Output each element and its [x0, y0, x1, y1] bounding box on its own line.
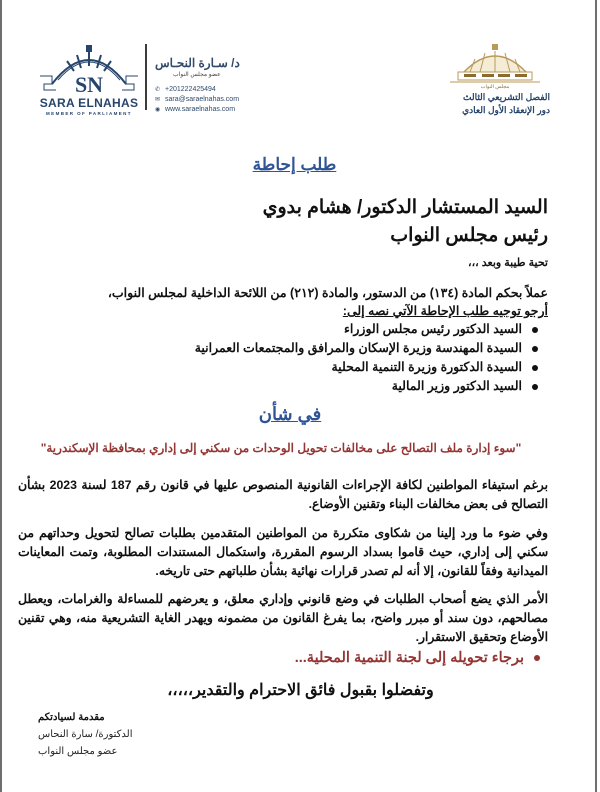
intro-request	[148, 303, 548, 318]
recipient-item	[68, 339, 548, 358]
bullet-icon	[532, 365, 538, 371]
addressee-name: السيد المستشار الدكتور/ هشام بدوي	[262, 197, 548, 218]
website-link[interactable]: www.saraelnahas.com	[165, 105, 236, 113]
recipient-text: السيد الدكتور رئيس مجلس الوزراء	[344, 322, 522, 336]
member-name: د/ سـارة النحـاس	[155, 56, 240, 70]
bullet-icon	[532, 346, 538, 352]
header-divider	[145, 44, 147, 110]
signature-name: الدكتورة/ سارة النحاس	[38, 729, 133, 740]
recipient-text: السيد الدكتور وزير المالية	[391, 379, 522, 393]
email-address[interactable]: sara@saraelnahas.com	[165, 95, 240, 103]
signature-block	[38, 712, 158, 763]
phone-number: +201222425494	[165, 85, 216, 93]
member-title: عضو مجلس النواب	[173, 72, 221, 78]
monogram: SN	[74, 72, 104, 97]
recipient-item	[68, 377, 548, 396]
body-paragraph: الأمر الذي يضع أصحاب الطلبات في وضع قانوني وإداري معلق، و يعرضهم للمساءلة والغرامات، ويعطل مصالحهم، دون سند أو مبرر واضح، بما يفرغ القانون من مضمونه ويهدر الغاية التشريعية منه، وهي تقنين الأوضاع وتحقيق الاستقرار.	[18, 592, 548, 644]
closing-line: وتفضلوا بقبول فائق الاحترام والتقدير،،،،،	[167, 682, 434, 699]
body-paragraph: وفي ضوء ما ورد إلينا من شكاوى متكررة من المواطنين المتقدمين بطلبات تصالح لتحويل وحداتهم من سكني إلى إداري، حيث قاموا بسداد الرسوم المقررة، واستكمال المستندات المطلوبة، وتمت المعاينات الميدانية وفقاً للقانون، إلا أنه لم تصدر قرارات نهائية بشأن طلباتهم حتى تاريخه.	[18, 526, 548, 578]
web-line	[155, 104, 265, 114]
email-icon: ✉	[155, 96, 161, 103]
bullet-icon	[532, 327, 538, 333]
bullet-icon	[534, 655, 540, 661]
brand-name: SARA ELNAHAS	[39, 96, 139, 110]
document-title: طلب إحاطة	[252, 155, 337, 174]
session-round: دور الإنعقاد الأول العادي	[462, 105, 550, 115]
recipient-item	[68, 320, 548, 339]
signature-intro: مقدمة لسيادتكم	[38, 712, 105, 723]
recipient-text: السيدة الدكتورة وزيرة التنمية المحلية	[331, 360, 522, 374]
brand-subtitle: MEMBER OF PARLIAMENT	[46, 111, 132, 116]
subject-heading: في شأن	[258, 404, 322, 424]
referral-request	[140, 650, 540, 666]
referral-text: برجاء تحويله إلى لجنة التنمية المحلية...	[294, 650, 524, 666]
email-line	[155, 94, 265, 104]
recipient-item	[68, 358, 548, 377]
emblem-caption: مجلس النواب	[480, 84, 510, 90]
addressee-position: رئيس مجلس النواب	[390, 225, 548, 246]
member-contact	[155, 56, 265, 114]
parliament-emblem	[440, 42, 550, 122]
member-logo	[34, 40, 144, 120]
web-icon: ◉	[155, 106, 161, 113]
greeting: تحية طيبة وبعد ،،،	[468, 257, 548, 269]
dome-emblem-icon	[34, 40, 144, 98]
recipients-list	[68, 320, 548, 396]
body-paragraph: برغم استيفاء المواطنين لكافة الإجراءات القانونية المنصوص عليها في قانون رقم 187 لسنة 2023 بشأن التصالح فى بعض مخالفات البناء وتقنين الأوضاع.	[18, 478, 549, 511]
subject-line: "سوء إدارة ملف التصالح على مخالفات تحويل الوحدات من سكني إلى إداري بمحافظة الإسكندرية"	[40, 441, 522, 455]
recipient-text: السيدة المهندسة وزيرة الإسكان والمرافق والمجتمعات العمرانية	[194, 341, 522, 355]
intro-request-text: أرجو توجيه طلب الإحاطة الآتي نصه إلى:	[342, 304, 548, 318]
bullet-icon	[532, 384, 538, 390]
legislative-term: الفصل التشريعي الثالث	[463, 92, 550, 102]
phone-line	[155, 84, 265, 94]
phone-icon: ✆	[155, 86, 161, 93]
signature-title: عضو مجلس النواب	[38, 746, 118, 757]
parliament-dome-icon	[440, 42, 550, 90]
intro-line: عملاً بحكم المادة (١٣٤) من الدستور، والمادة (٢١٢) من اللائحة الداخلية لمجلس النواب،	[107, 286, 548, 300]
